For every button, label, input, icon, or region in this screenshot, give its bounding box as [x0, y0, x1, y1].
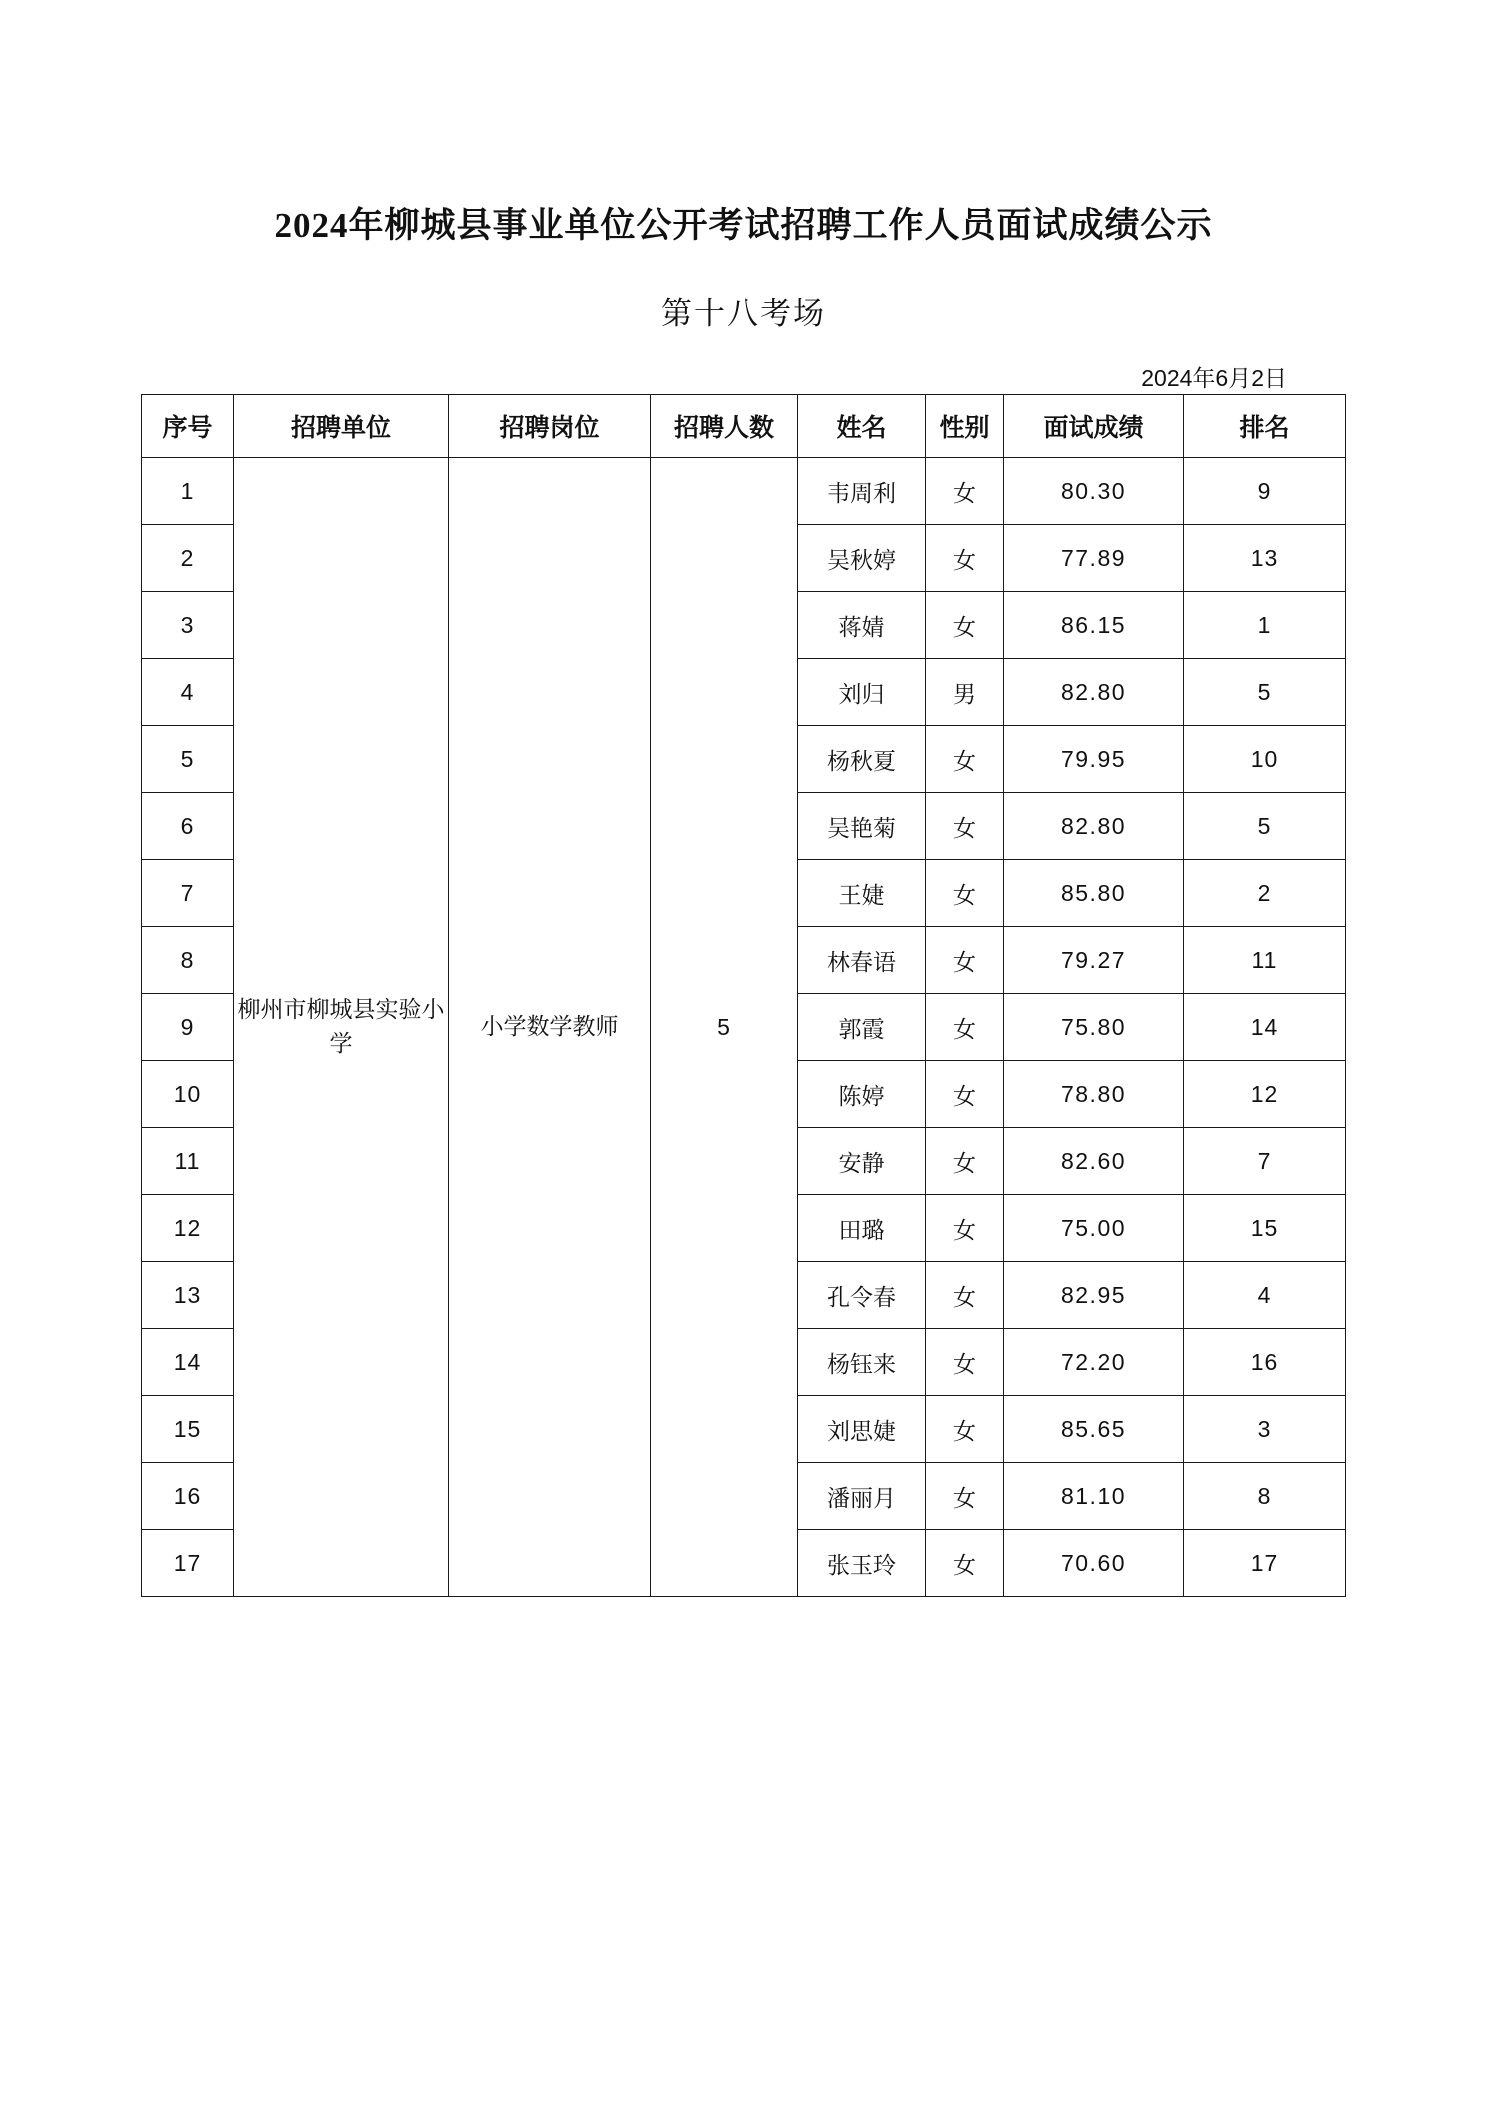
- cell-name: 韦周利: [798, 458, 926, 525]
- cell-rank: 12: [1184, 1061, 1346, 1128]
- header-score: 面试成绩: [1004, 395, 1184, 458]
- cell-name: 王婕: [798, 860, 926, 927]
- cell-no: 10: [142, 1061, 234, 1128]
- cell-sex: 女: [926, 458, 1004, 525]
- cell-score: 82.95: [1004, 1262, 1184, 1329]
- cell-name: 田璐: [798, 1195, 926, 1262]
- publish-date: 2024年6月2日: [1141, 365, 1287, 391]
- cell-sex: 男: [926, 659, 1004, 726]
- cell-sex: 女: [926, 1128, 1004, 1195]
- cell-name: 潘丽月: [798, 1463, 926, 1530]
- cell-rank: 14: [1184, 994, 1346, 1061]
- cell-name: 杨秋夏: [798, 726, 926, 793]
- cell-sex: 女: [926, 927, 1004, 994]
- cell-unit: 柳州市柳城县实验小学: [234, 458, 449, 1597]
- cell-no: 11: [142, 1128, 234, 1195]
- table-header-row: [142, 395, 1346, 458]
- cell-score: 70.60: [1004, 1530, 1184, 1597]
- cell-score: 82.60: [1004, 1128, 1184, 1195]
- cell-no: 3: [142, 592, 234, 659]
- cell-score: 85.65: [1004, 1396, 1184, 1463]
- cell-sex: 女: [926, 1061, 1004, 1128]
- cell-score: 75.00: [1004, 1195, 1184, 1262]
- cell-no: 14: [142, 1329, 234, 1396]
- cell-rank: 9: [1184, 458, 1346, 525]
- cell-name: 张玉玲: [798, 1530, 926, 1597]
- cell-count: 5: [651, 458, 798, 1597]
- header-sex: 性别: [926, 395, 1004, 458]
- cell-score: 77.89: [1004, 525, 1184, 592]
- cell-no: 2: [142, 525, 234, 592]
- cell-sex: 女: [926, 1195, 1004, 1262]
- cell-no: 12: [142, 1195, 234, 1262]
- cell-rank: 7: [1184, 1128, 1346, 1195]
- cell-rank: 5: [1184, 659, 1346, 726]
- cell-no: 6: [142, 793, 234, 860]
- header-name: 姓名: [798, 395, 926, 458]
- cell-sex: 女: [926, 592, 1004, 659]
- cell-score: 75.80: [1004, 994, 1184, 1061]
- cell-rank: 11: [1184, 927, 1346, 994]
- cell-score: 82.80: [1004, 793, 1184, 860]
- cell-no: 17: [142, 1530, 234, 1597]
- cell-no: 8: [142, 927, 234, 994]
- cell-sex: 女: [926, 860, 1004, 927]
- cell-name: 刘思婕: [798, 1396, 926, 1463]
- cell-rank: 4: [1184, 1262, 1346, 1329]
- cell-score: 72.20: [1004, 1329, 1184, 1396]
- table-row: [142, 458, 1346, 525]
- cell-name: 安静: [798, 1128, 926, 1195]
- cell-rank: 3: [1184, 1396, 1346, 1463]
- header-unit: 招聘单位: [234, 395, 449, 458]
- cell-sex: 女: [926, 994, 1004, 1061]
- cell-sex: 女: [926, 1530, 1004, 1597]
- cell-score: 86.15: [1004, 592, 1184, 659]
- cell-rank: 17: [1184, 1530, 1346, 1597]
- cell-name: 杨钰来: [798, 1329, 926, 1396]
- cell-score: 82.80: [1004, 659, 1184, 726]
- cell-no: 7: [142, 860, 234, 927]
- cell-name: 孔令春: [798, 1262, 926, 1329]
- cell-no: 15: [142, 1396, 234, 1463]
- cell-rank: 8: [1184, 1463, 1346, 1530]
- cell-rank: 16: [1184, 1329, 1346, 1396]
- cell-sex: 女: [926, 525, 1004, 592]
- cell-rank: 13: [1184, 525, 1346, 592]
- table-body: [142, 458, 1346, 1597]
- cell-score: 79.95: [1004, 726, 1184, 793]
- cell-score: 81.10: [1004, 1463, 1184, 1530]
- cell-no: 13: [142, 1262, 234, 1329]
- cell-no: 16: [142, 1463, 234, 1530]
- cell-post: 小学数学教师: [449, 458, 651, 1597]
- cell-name: 郭霞: [798, 994, 926, 1061]
- cell-name: 陈婷: [798, 1061, 926, 1128]
- cell-no: 1: [142, 458, 234, 525]
- cell-sex: 女: [926, 1463, 1004, 1530]
- cell-sex: 女: [926, 1329, 1004, 1396]
- cell-score: 85.80: [1004, 860, 1184, 927]
- header-post: 招聘岗位: [449, 395, 651, 458]
- cell-name: 蒋婧: [798, 592, 926, 659]
- cell-name: 林春语: [798, 927, 926, 994]
- results-table: [141, 394, 1346, 1597]
- cell-no: 4: [142, 659, 234, 726]
- cell-no: 5: [142, 726, 234, 793]
- page-title: 2024年柳城县事业单位公开考试招聘工作人员面试成绩公示: [274, 206, 1213, 245]
- cell-name: 吴秋婷: [798, 525, 926, 592]
- cell-rank: 10: [1184, 726, 1346, 793]
- cell-name: 刘归: [798, 659, 926, 726]
- cell-sex: 女: [926, 726, 1004, 793]
- cell-name: 吴艳菊: [798, 793, 926, 860]
- header-rank: 排名: [1184, 395, 1346, 458]
- cell-score: 79.27: [1004, 927, 1184, 994]
- cell-rank: 1: [1184, 592, 1346, 659]
- cell-rank: 15: [1184, 1195, 1346, 1262]
- page-subtitle: 第十八考场: [661, 296, 826, 331]
- cell-sex: 女: [926, 1262, 1004, 1329]
- cell-sex: 女: [926, 1396, 1004, 1463]
- cell-sex: 女: [926, 793, 1004, 860]
- cell-score: 78.80: [1004, 1061, 1184, 1128]
- cell-no: 9: [142, 994, 234, 1061]
- cell-rank: 2: [1184, 860, 1346, 927]
- header-no: 序号: [142, 395, 234, 458]
- cell-rank: 5: [1184, 793, 1346, 860]
- cell-score: 80.30: [1004, 458, 1184, 525]
- header-count: 招聘人数: [651, 395, 798, 458]
